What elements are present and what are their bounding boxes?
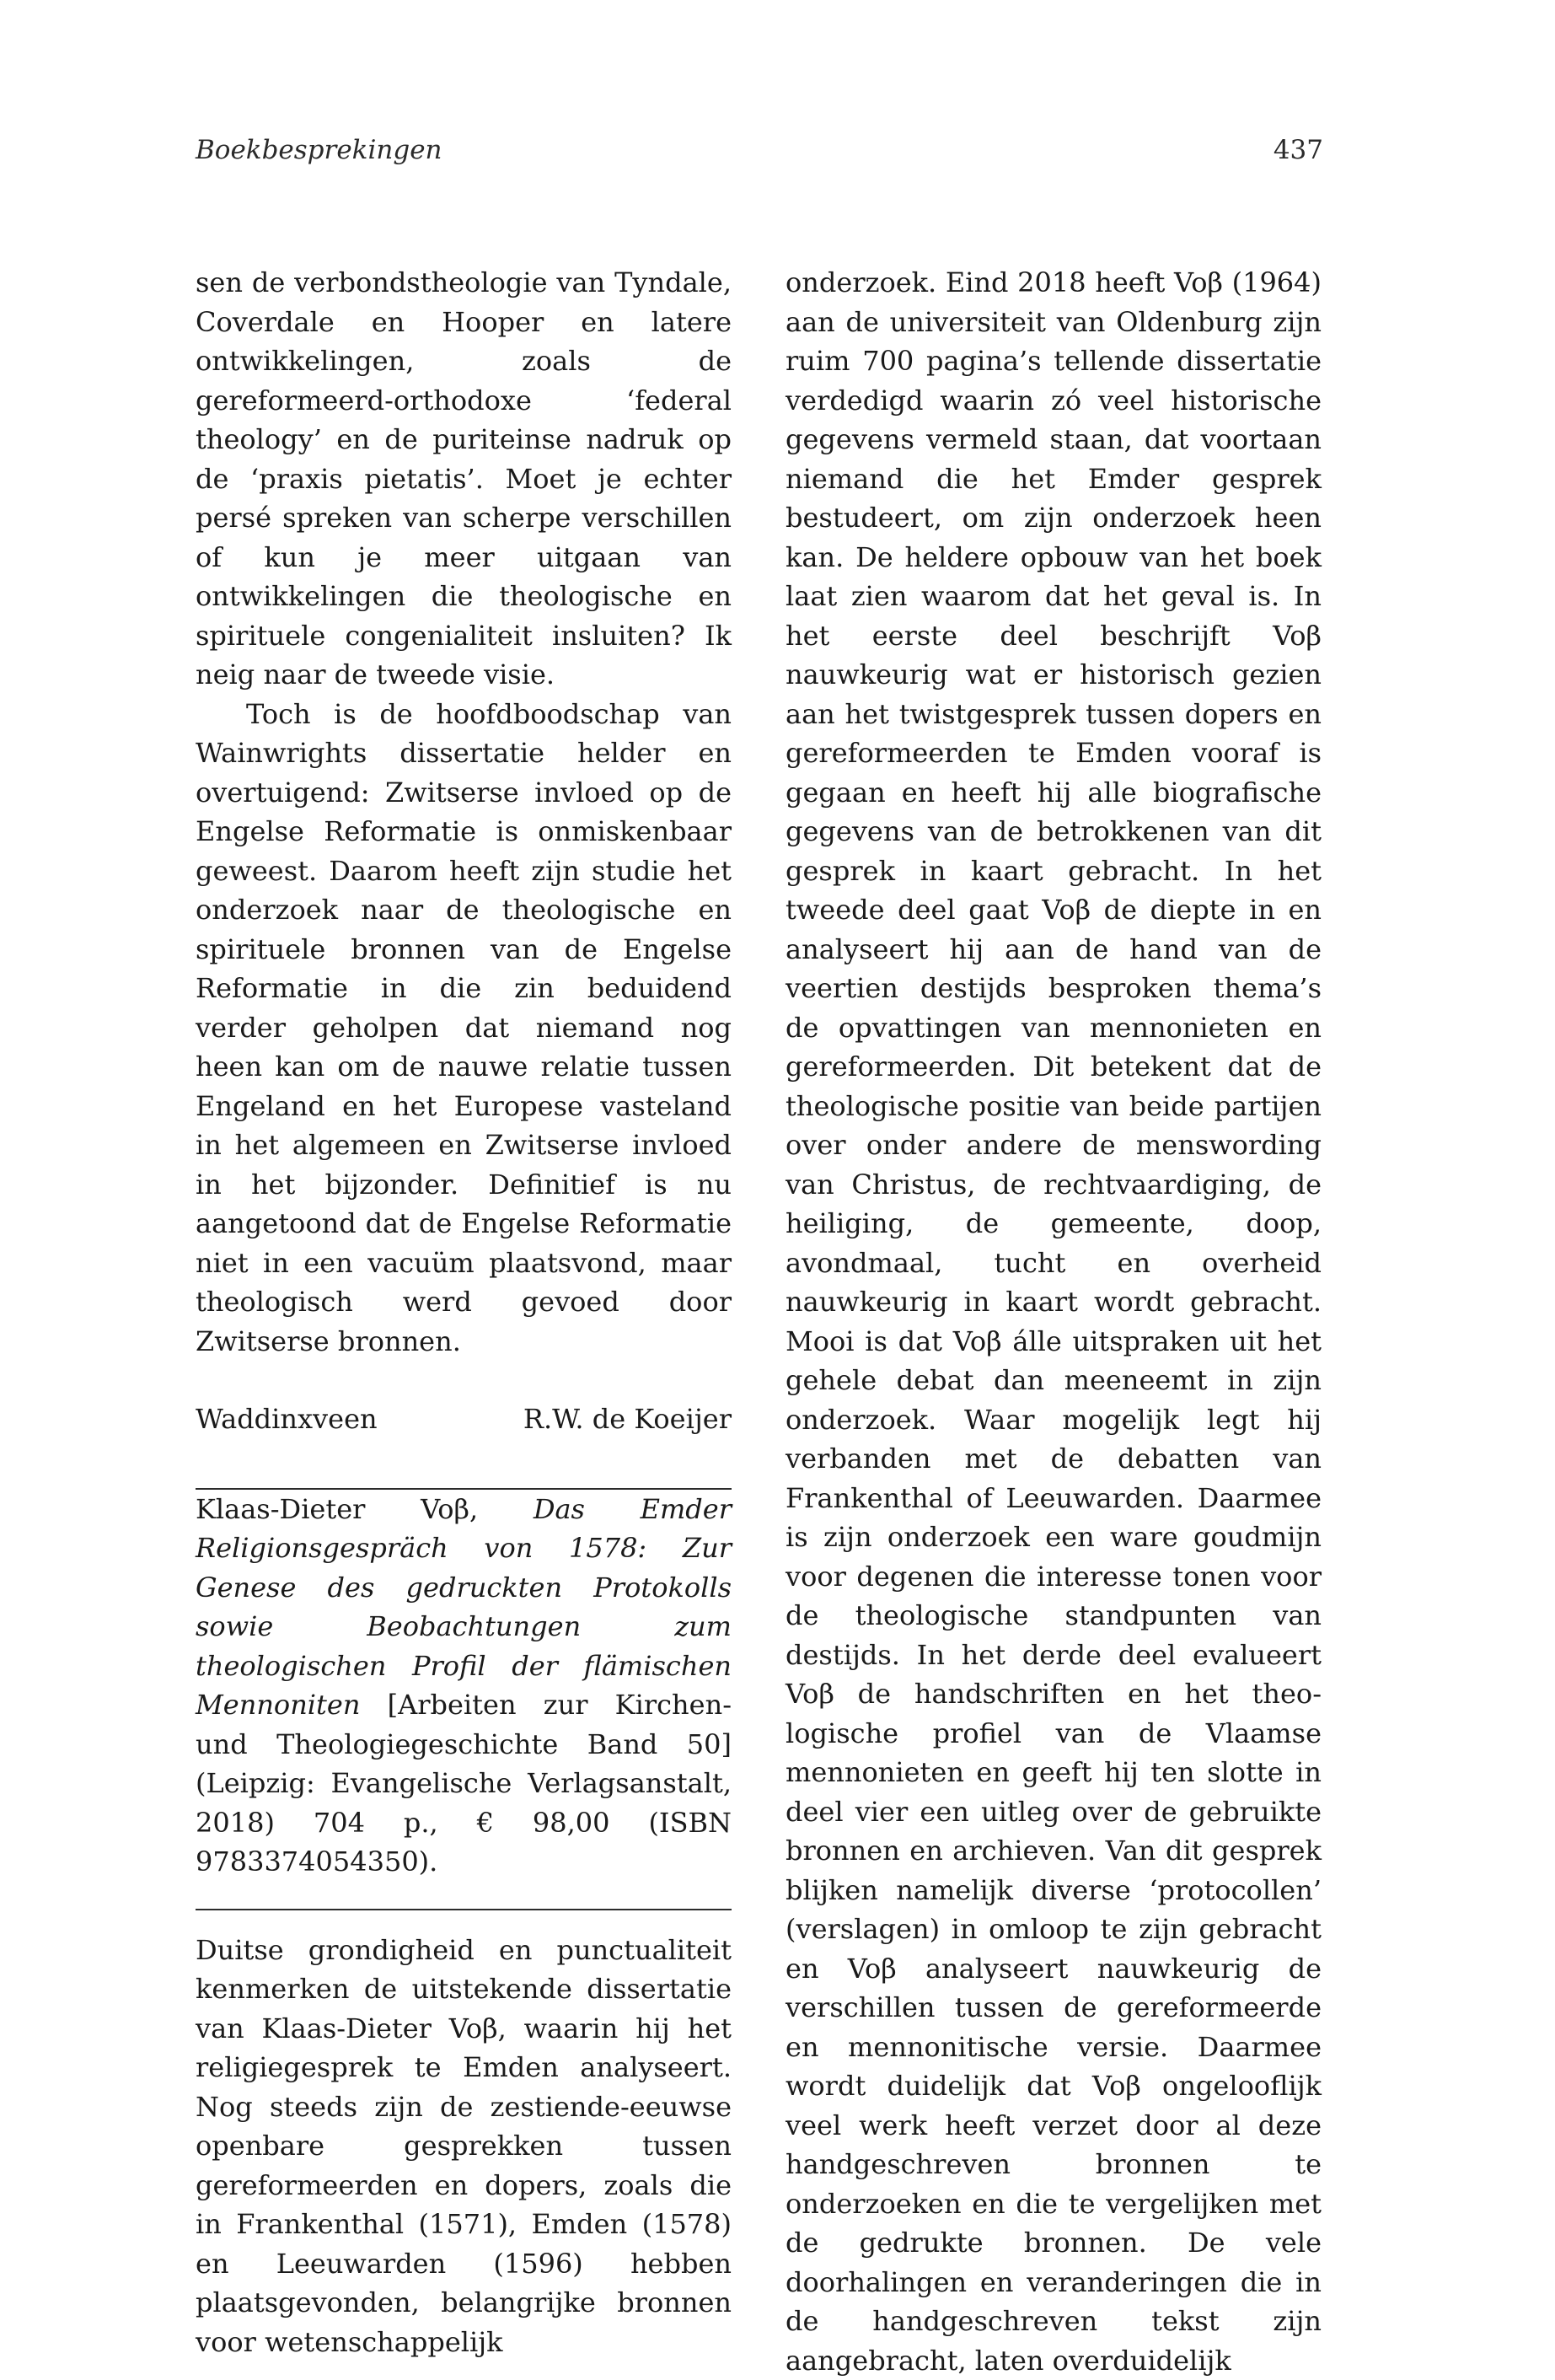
book-details: [Arbeiten zur Kirchen- und Theologiegeschichte Band 50] (Leipzig: Evangelische Verlagsanstalt, 2018) 704 p., € 98,00 (ISBN 9783374054350).	[196, 1689, 732, 1878]
body-paragraph: sen de verbondstheologie van Tyndale, Coverdale en Hooper en latere ontwikkelingen, zoals de gereformeerd-orthodoxe ‘federal theology’ en de puriteinse nadruk op de ‘praxis pietatis’. Moet je echter persé spreken van scherpe verschillen of kun je meer uitgaan van ontwikkelingen die theologische en spirituele congenialiteit insluiten? Ik neig naar de tweede visie.	[196, 266, 732, 690]
bibliographic-entry	[196, 1490, 732, 1882]
body-paragraph: Toch is de hoofdboodschap van Wainwrights dissertatie helder en overtuigend: Zwitserse invloed op de Engelse Reformatie is onmiskenbaar geweest. Daarom heeft zijn studie het onderzoek naar de theologische en spirituele bronnen van de Engelse Reformatie in die zin beduidend verder geholpen dat niemand nog heen kan om de nauwe relatie tussen Engeland en het Europese vasteland in het algemeen en Zwitserse invloed in het bijzonder. Definitief is nu aangetoond dat de Engelse Reformatie niet in een vacuüm plaatsvond, maar theologisch werd gevoed door Zwitserse bronnen.	[196, 697, 732, 1357]
running-head: Boekbesprekingen	[196, 135, 442, 165]
right-column	[786, 263, 1322, 2380]
left-column	[196, 263, 732, 2361]
review-signature	[196, 1400, 732, 1439]
signature-author: R.W. de Koeijer	[523, 1403, 732, 1435]
body-paragraph: Duitse grondigheid en punctualiteit kenmerken de uitstekende dissertatie van Klaas-Dieter Voβ, waarin hij het religiegesprek te Emden analyseert. Nog steeds zijn de zestiende-eeuwse openbare gesprekken tussen gereformeerden en dopers, zoals die in Frankenthal (1571), Emden (1578) en Leeuwarden (1596) hebben plaatsgevonden, belangrijke bronnen voor wetenschappelijk	[196, 1933, 732, 2358]
book-author: Klaas-Dieter Voβ,	[196, 1492, 479, 1525]
page-number: 437	[1273, 135, 1323, 165]
divider-rule	[196, 1909, 732, 1910]
body-paragraph: onderzoek. Eind 2018 heeft Voβ (1964) aan de universiteit van Oldenburg zijn ruim 700 pagina’s tellende dissertatie verdedigd waarin zó veel historische gegevens vermeld staan, dat voortaan niemand die het Emder gesprek bestudeert, om zijn onderzoek heen kan. De heldere opbouw van het boek laat zien waarom dat het geval is. In het eerste deel beschrijft Voβ nauwkeurig wat er historisch gezien aan het twistgesprek tussen dopers en gereformeerden te Emden vooraf is gegaan en heeft hij alle biografische gegevens van de betrokkenen van dit gesprek in kaart gebracht. In het tweede deel gaat Voβ de diepte in en analyseert hij aan de hand van de veertien destijds besproken thema’s de opvattingen van mennonieten en gereformeerden. Dit betekent dat de theologische positie van beide partijen over onder andere de menswording van Christus, de rechtvaardiging, de heiliging, de gemeente, doop, avondmaal, tucht en overheid nauwkeurig in kaart wordt gebracht. Mooi is dat Voβ álle uitspraken uit het gehele debat dan meeneemt in zijn onderzoek. Waar mogelijk legt hij verbanden met de debatten van Frankenthal of Leeuwarden. Daarmee is zijn onderzoek een ware goudmijn voor degenen die interesse tonen voor de theologische standpunten van destijds. In het derde deel evalueert Voβ de handschriften en het theologische profiel van de Vlaamse mennonieten en geeft hij ten slotte in deel vier een uitleg over de gebruikte bronnen en archieven. Van dit gesprek blijken namelijk diverse ‘protocollen’ (verslagen) in omloop te zijn gebracht en Voβ analyseert nauwkeurig de verschillen tussen de gereformeerde en mennonitische versie. Daarmee wordt duidelijk dat Voβ ongelooflijk veel werk heeft verzet door al deze handgeschreven bronnen te onderzoeken en die te vergelijken met de gedrukte bronnen. De vele doorhalingen en veranderingen die in de handgeschreven tekst zijn aangebracht, laten overduidelijk	[786, 266, 1322, 2377]
signature-place: Waddinxveen	[196, 1403, 378, 1435]
book-title: Das Emder Religionsgespräch von 1578: Zur Genese des gedruckten Protokolls sowie Beobachtungen zum theologischen Profil der flämischen Mennoniten	[196, 1492, 732, 1721]
